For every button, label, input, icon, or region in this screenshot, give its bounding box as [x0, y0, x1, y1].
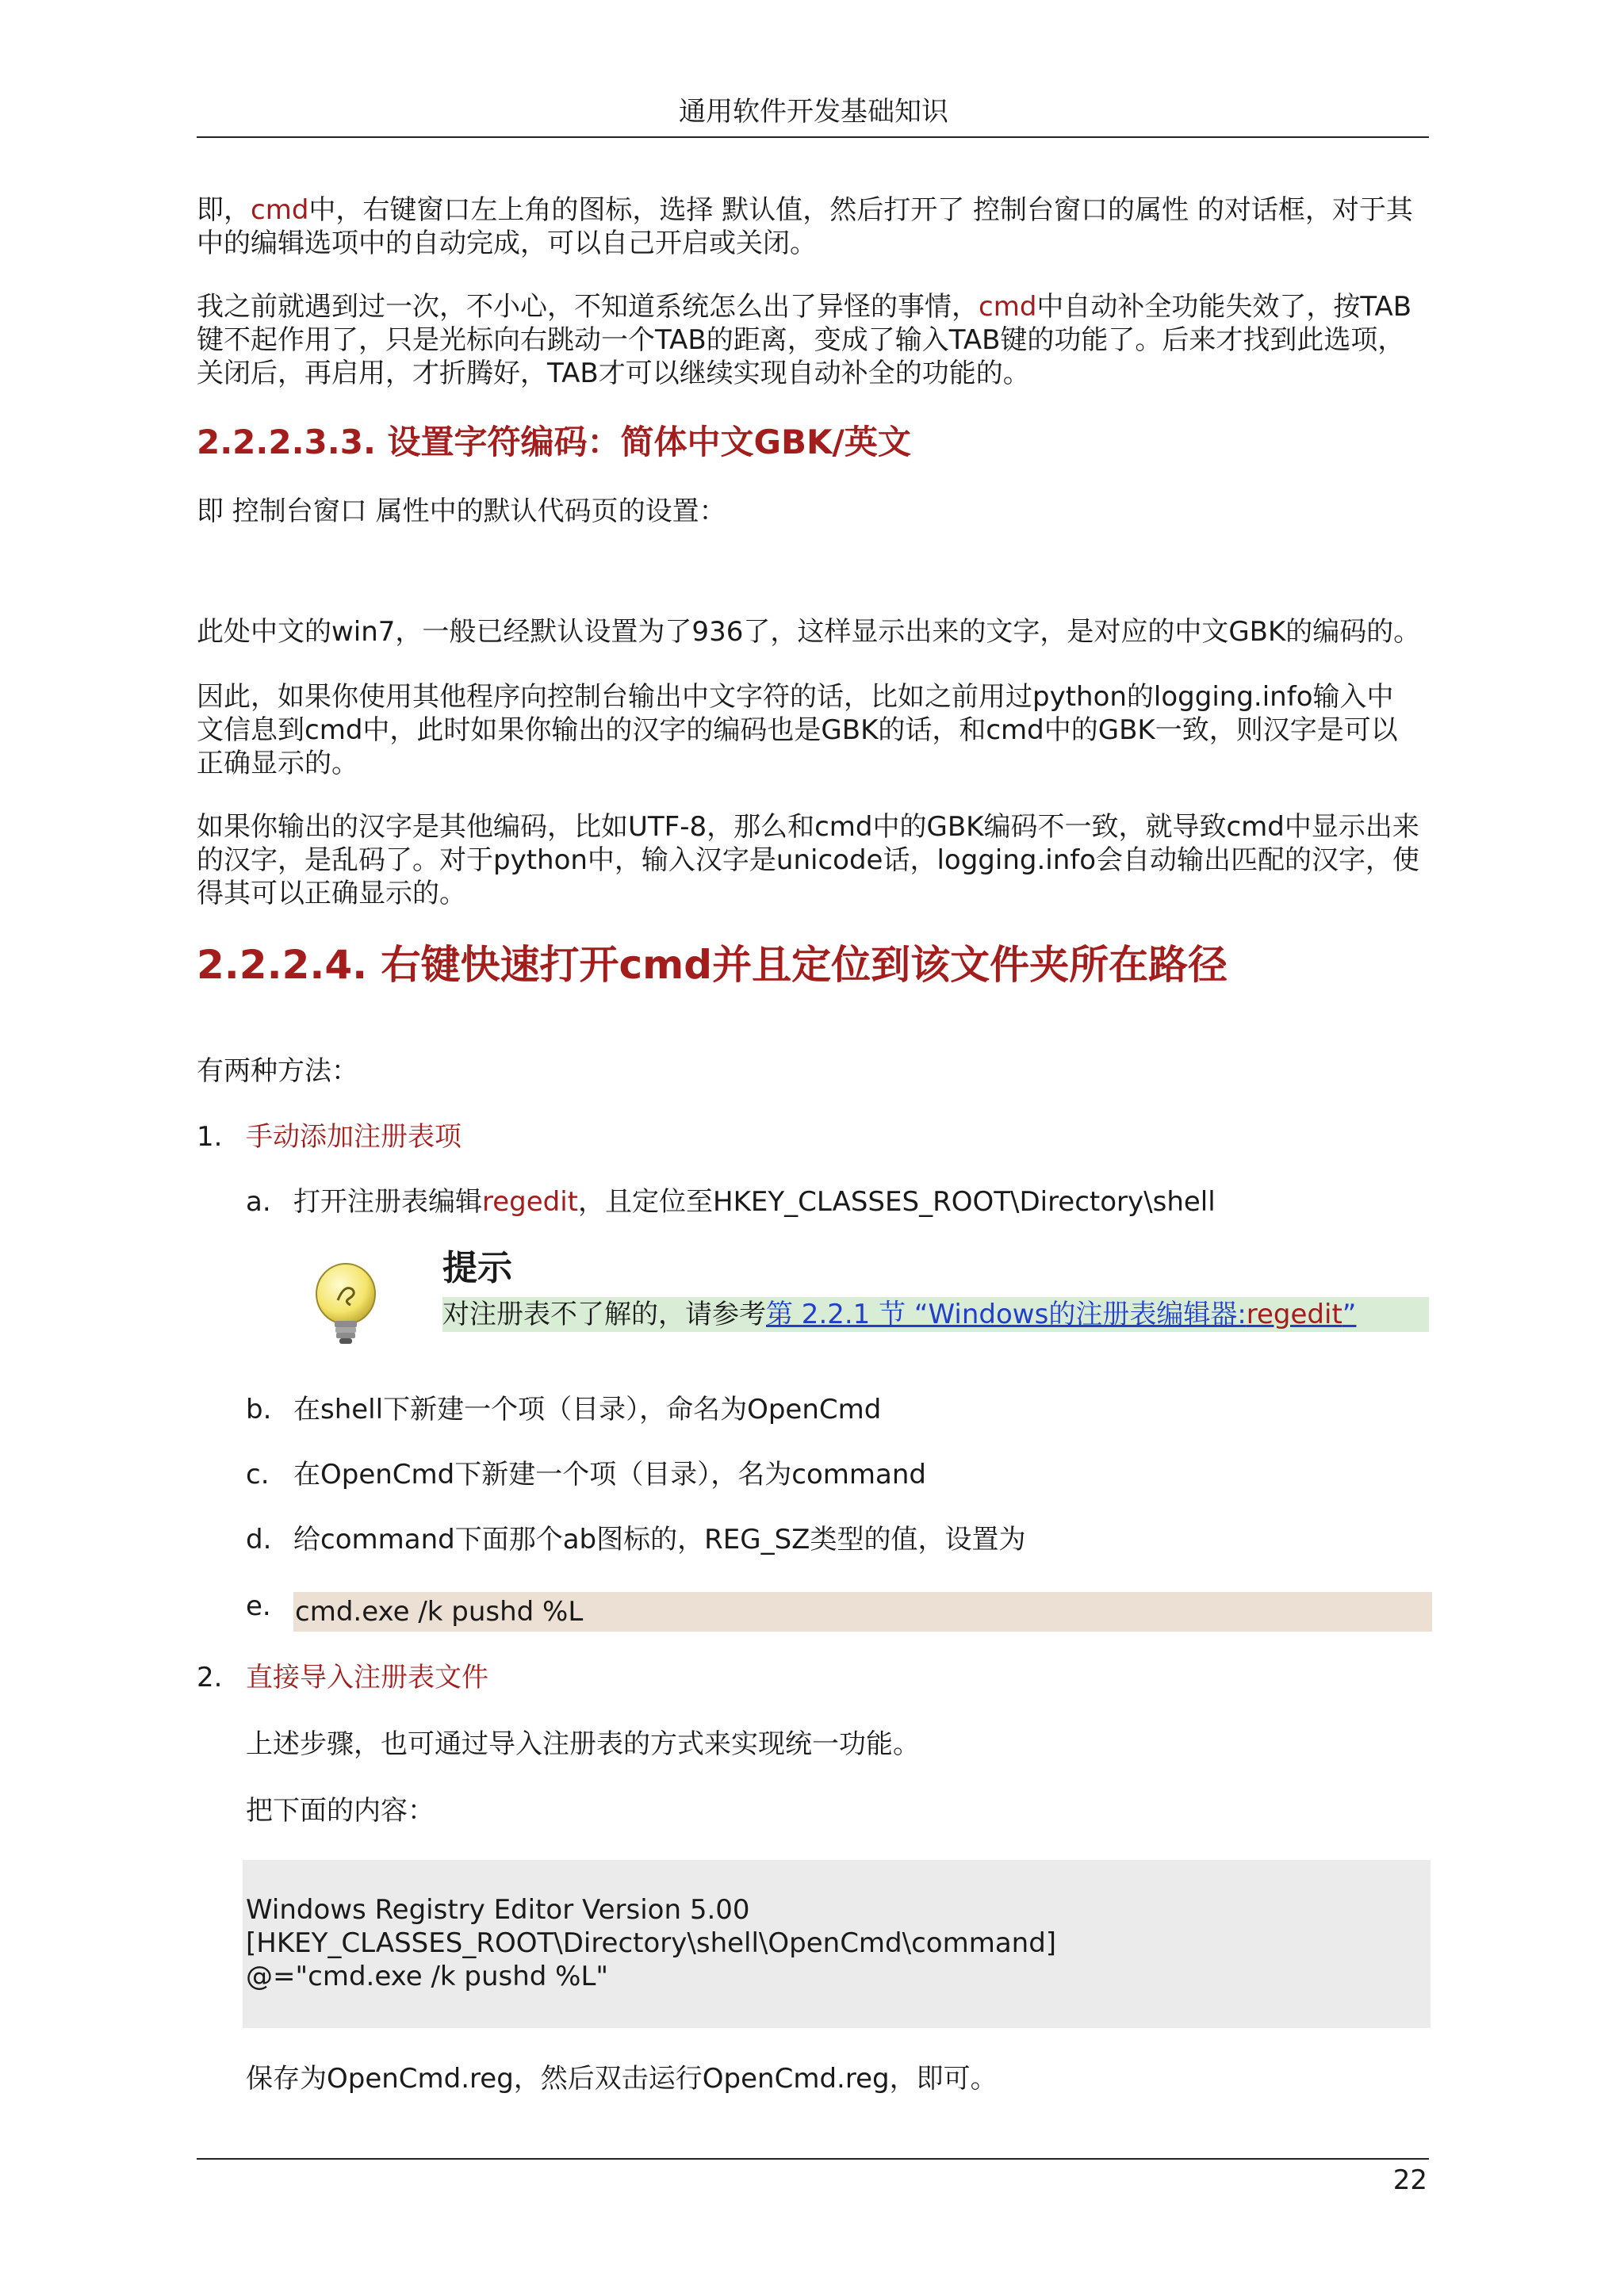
paragraph-experience: [197, 290, 1434, 390]
link-text: regedit: [1246, 1299, 1342, 1330]
paragraph-win7: 此处中文的win7，一般已经默认设置为了936了，这样显示出来的文字，是对应的中文GBK的编码的。: [197, 616, 1421, 648]
paragraph-content: 把下面的内容：: [246, 1795, 435, 1827]
text-line: 文信息到cmd中，此时如果你输出的汉字的编码也是GBK的话，和cmd中的GBK一致，则汉字是可以: [197, 714, 1398, 746]
step-label: d.: [246, 1524, 272, 1556]
paragraph-codepage: 即 控制台窗口 属性中的默认代码页的设置：: [197, 496, 726, 527]
cmd-term: cmd: [251, 194, 309, 226]
text: 对注册表不了解的，请参考: [442, 1299, 766, 1330]
section-heading-charset: 2.2.2.3.3. 设置字符编码：简体中文GBK/英文: [197, 423, 911, 461]
command-code: cmd.exe /k pushd %L: [293, 1592, 1432, 1632]
method-title: 手动添加注册表项: [246, 1121, 462, 1153]
text-line: 中的编辑选项中的自动完成，可以自己开启或关闭。: [197, 228, 817, 259]
text-line: 的汉字，是乱码了。对于python中，输入汉字是unicode话，logging.info会自动输出匹配的汉字，使: [197, 844, 1420, 876]
regedit-section-link[interactable]: [766, 1299, 1356, 1330]
step-label: c.: [246, 1459, 270, 1490]
code-line: @="cmd.exe /k pushd %L": [246, 1961, 609, 1992]
text-line: 因此，如果你使用其他程序向控制台输出中文字符的话，比如之前用过python的logging.info输入中: [197, 681, 1394, 713]
step-text: 在OpenCmd下新建一个项（目录），名为command: [293, 1459, 926, 1490]
page-number: 22: [1392, 2164, 1427, 2196]
text: 我之前就遇到过一次，不小心，不知道系统怎么出了异怪的事情，: [197, 291, 979, 323]
code-line: [HKEY_CLASSES_ROOT\Directory\shell\OpenCmd\command]: [246, 1927, 1057, 1959]
running-header: 通用软件开发基础知识: [679, 96, 948, 128]
footer-rule: [197, 2158, 1429, 2160]
tip-title: 提示: [442, 1248, 512, 1288]
link-text: 第 2.2.1 节 “Windows的注册表编辑器:: [766, 1299, 1247, 1330]
method-title: 直接导入注册表文件: [246, 1662, 488, 1693]
text-line: [197, 193, 1434, 227]
step-label: a.: [246, 1186, 271, 1218]
paragraph-python-output: [197, 680, 1434, 780]
text-line: 键不起作用了，只是光标向右跳动一个TAB的距离，变成了输入TAB键的功能了。后来才找到此选项，: [197, 324, 1405, 356]
text-line: 关闭后，再启用，才折腾好，TAB才可以继续实现自动补全的功能的。: [197, 358, 1030, 389]
step-text: 给command下面那个ab图标的，REG_SZ类型的值，设置为: [293, 1524, 1026, 1556]
paragraph-encoding: [197, 810, 1434, 910]
list-number: 2.: [197, 1662, 223, 1693]
code-line: Windows Registry Editor Version 5.00: [246, 1894, 750, 1926]
text-line: [197, 290, 1434, 323]
paragraph-autocomplete: [197, 193, 1434, 260]
header-rule: [197, 136, 1429, 138]
lightbulb-icon: [306, 1257, 385, 1353]
text-line: 如果你输出的汉字是其他编码，比如UTF-8，那么和cmd中的GBK编码不一致，就导致cmd中显示出来: [197, 811, 1419, 843]
step-label: b.: [246, 1394, 272, 1425]
section-heading-right-click-cmd: 2.2.2.4. 右键快速打开cmd并且定位到该文件夹所在路径: [197, 942, 1228, 988]
step-label: e.: [246, 1590, 271, 1622]
text: 中自动补全功能失效了，按TAB: [1036, 291, 1412, 323]
regedit-term: regedit: [482, 1186, 579, 1218]
paragraph-import: 上述步骤，也可通过导入注册表的方式来实现统一功能。: [246, 1728, 920, 1760]
cmd-term: cmd: [979, 291, 1037, 323]
paragraph-two-methods: 有两种方法：: [197, 1055, 358, 1087]
text: 即，: [197, 194, 251, 226]
link-text: ”: [1342, 1299, 1357, 1330]
text-line: 正确显示的。: [197, 748, 358, 779]
step-text: 在shell下新建一个项（目录），命名为OpenCmd: [293, 1394, 882, 1425]
text: 中，右键窗口左上角的图标，选择 默认值，然后打开了 控制台窗口的属性 的对话框，对于其: [308, 194, 1413, 226]
text-line: 得其可以正确显示的。: [197, 878, 466, 909]
step-text: [293, 1184, 1216, 1219]
text: ，且定位至HKEY_CLASSES_ROOT\Directory\shell: [578, 1186, 1216, 1218]
text: 打开注册表编辑: [293, 1186, 482, 1218]
tip-text: [442, 1297, 1429, 1332]
list-number: 1.: [197, 1121, 223, 1153]
paragraph-save: 保存为OpenCmd.reg，然后双击运行OpenCmd.reg，即可。: [246, 2063, 998, 2095]
